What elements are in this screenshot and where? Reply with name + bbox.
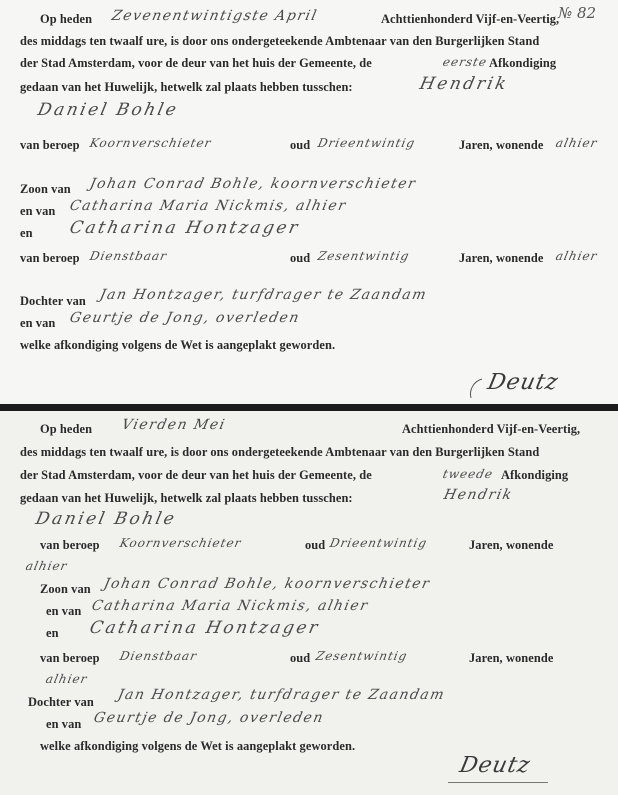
bride-prof-label: van beroep <box>40 651 100 665</box>
groom-jaren-label: Jaren, wonende <box>469 538 554 552</box>
groom-name: Daniel Bohle <box>35 100 181 120</box>
bride-father: Jan Hontzager, turfdrager te Zaandam <box>116 687 447 703</box>
groom-age: Drieentwintig <box>328 536 429 550</box>
groom-father: Johan Conrad Bohle, koornverschieter <box>102 576 432 592</box>
mother-label: en van <box>46 604 82 618</box>
bride-age: Zesentwintig <box>316 249 411 263</box>
groom-oud-label: oud <box>290 138 311 152</box>
bride-residence: alhier <box>44 672 89 686</box>
groom-first-name: Hendrik <box>417 74 511 94</box>
closing-text: welke afkondiging volgens de Wet is aangeplakt geworden. <box>40 739 356 753</box>
line3-prefix: der Stad Amsterdam, voor de deur van het huis der Gemeente, de <box>20 468 372 482</box>
folio-value: 82 <box>576 4 597 22</box>
official-signature: Deutz <box>485 370 561 395</box>
groom-prof-label: van beroep <box>40 538 100 552</box>
groom-residence: alhier <box>24 559 69 573</box>
groom-profession: Koornverschieter <box>88 136 213 150</box>
bride-oud-label: oud <box>290 651 311 665</box>
bride-jaren-label: Jaren, wonende <box>459 251 544 265</box>
groom-jaren-label: Jaren, wonende <box>459 138 544 152</box>
groom-oud-label: oud <box>305 538 326 552</box>
bride-mother: Geurtje de Jong, overleden <box>92 710 326 726</box>
line2-text: des middags ten twaalf ure, is door ons ondergeteekende Ambtenaar van den Burgerlijken Stand <box>20 445 540 459</box>
daughter-of-label: Dochter van <box>20 294 86 308</box>
groom-first-name: Hendrik <box>442 487 515 503</box>
bride-label: en <box>46 626 59 640</box>
line1-suffix: Achttienhonderd Vijf-en-Veertig, <box>381 12 560 26</box>
groom-age: Drieentwintig <box>316 136 417 150</box>
groom-name: Daniel Bohle <box>33 509 179 529</box>
groom-profession: Koornverschieter <box>118 536 243 550</box>
bride-profession: Dienstbaar <box>88 249 169 263</box>
groom-residence: alhier <box>554 136 599 150</box>
line3-prefix: der Stad Amsterdam, voor de deur van het huis der Gemeente, de <box>20 56 372 70</box>
line1-prefix: Op heden <box>40 12 93 26</box>
groom-father: Johan Conrad Bohle, koornverschieter <box>88 176 418 192</box>
bride-name: Catharina Hontzager <box>67 218 302 238</box>
official-signature: Deutz <box>457 753 533 778</box>
line2-text: des middags ten twaalf ure, is door ons ondergeteekende Ambtenaar van den Burgerlijken Stand <box>20 34 540 48</box>
bride-father: Jan Hontzager, turfdrager te Zaandam <box>98 287 429 303</box>
bride-profession: Dienstbaar <box>118 649 199 663</box>
signature-underline <box>448 782 548 783</box>
bride-label: en <box>20 226 33 240</box>
bride-oud-label: oud <box>290 251 311 265</box>
line4-prefix: gedaan van het Huwelijk, hetwelk zal plaats hebben tusschen: <box>20 80 353 94</box>
son-of-label: Zoon van <box>40 582 91 596</box>
marriage-record-2 <box>0 411 618 795</box>
groom-mother: Catharina Maria Nickmis, alhier <box>90 598 371 614</box>
line3-suffix: Afkondiging <box>489 56 557 70</box>
bride-prof-label: van beroep <box>20 251 80 265</box>
ordinal-handwritten: tweede <box>441 467 495 481</box>
date-handwritten: Zevenentwintigste April <box>110 8 320 24</box>
bride-name: Catharina Hontzager <box>87 618 322 638</box>
line1-prefix: Op heden <box>40 422 93 436</box>
bride-mother: Geurtje de Jong, overleden <box>68 310 302 326</box>
line1-suffix: Achttienhonderd Vijf-en-Veertig, <box>402 422 581 436</box>
mother2-label: en van <box>20 316 56 330</box>
groom-mother: Catharina Maria Nickmis, alhier <box>68 198 349 214</box>
mother2-label: en van <box>46 717 82 731</box>
mother-label: en van <box>20 204 56 218</box>
daughter-of-label: Dochter van <box>28 695 94 709</box>
line3-suffix: Afkondiging <box>501 468 569 482</box>
ordinal-handwritten: eerste <box>441 55 489 69</box>
line4-prefix: gedaan van het Huwelijk, hetwelk zal plaats hebben tusschen: <box>20 491 353 505</box>
bride-age: Zesentwintig <box>314 649 409 663</box>
date-handwritten: Vierden Mei <box>120 417 228 433</box>
son-of-label: Zoon van <box>20 182 71 196</box>
folio-number: № 82 <box>558 4 597 22</box>
closing-text: welke afkondiging volgens de Wet is aangeplakt geworden. <box>20 338 336 352</box>
groom-prof-label: van beroep <box>20 138 80 152</box>
bride-jaren-label: Jaren, wonende <box>469 651 554 665</box>
bride-residence: alhier <box>554 249 599 263</box>
